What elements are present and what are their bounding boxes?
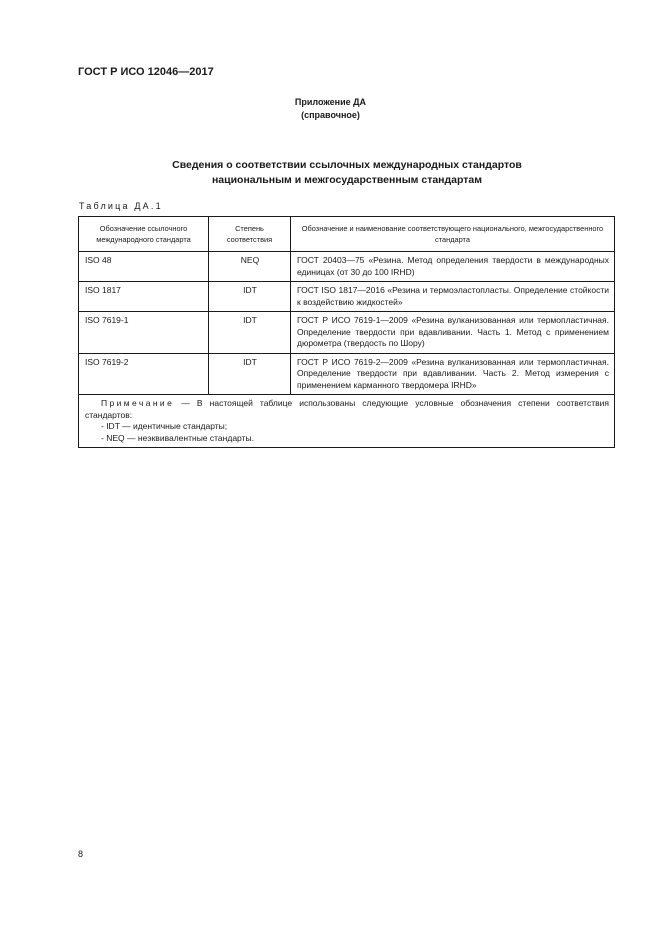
table-row: [79, 252, 615, 282]
section-heading-line-1: Сведения о соответствии ссылочных международных стандартов: [172, 159, 522, 171]
note-item-idt: - IDT — идентичные стандарты;: [101, 421, 228, 431]
cell-reference: ISO 1817: [79, 282, 209, 312]
cell-degree: IDT: [209, 282, 291, 312]
note-lead: [85, 398, 609, 421]
cell-reference: ISO 7619-1: [79, 312, 209, 354]
cell-national-standard: ГОСТ ISO 1817—2016 «Резина и термоэластопласты. Определение стойкости к воздействию жидкостей»: [291, 282, 615, 312]
page-number: 8: [78, 849, 84, 859]
cell-degree: NEQ: [209, 252, 291, 282]
cell-national-standard: ГОСТ Р ИСО 7619-2—2009 «Резина вулканизованная или термопластичная. Определение твердости при вдавливании. Часть 2. Метод измерения с применением карманного твердомера IRHD»: [291, 353, 615, 395]
cell-national-standard: ГОСТ 20403—75 «Резина. Метод определения твердости в международных единицах (от 30 до 100 IRHD): [291, 252, 615, 282]
table-row: [79, 282, 615, 312]
standards-correspondence-table: [78, 216, 615, 448]
note-label: Примечание: [101, 398, 175, 408]
table-caption: Таблица ДА.1: [79, 201, 163, 211]
table-note-row: [79, 395, 615, 448]
table-note: [79, 395, 615, 448]
note-text: — В настоящей таблице использованы следующие условные обозначения степени соответствия стандартов:: [85, 398, 609, 420]
annex-title: Приложение ДА: [294, 97, 367, 107]
document-code: ГОСТ Р ИСО 12046—2017: [78, 66, 214, 78]
column-header-degree: Степень соответствия: [209, 217, 291, 252]
cell-degree: IDT: [209, 312, 291, 354]
cell-reference: ISO 7619-2: [79, 353, 209, 395]
cell-national-standard: ГОСТ Р ИСО 7619-1—2009 «Резина вулканизованная или термопластичная. Определение твердости при вдавливании. Часть 1. Метод с применением дюрометра (твердость по Шору): [291, 312, 615, 354]
table-header-row: [79, 217, 615, 252]
annex-title-block: [0, 96, 661, 122]
column-header-national-standard: Обозначение и наименование соответствующего национального, межгосударственного стандарта: [291, 217, 615, 252]
table-row: [79, 353, 615, 395]
section-heading-line-2: национальным и межгосударственным стандартам: [211, 174, 483, 186]
note-item-neq: - NEQ — неэквивалентные стандарты.: [101, 432, 254, 443]
table-row: [79, 312, 615, 354]
column-header-reference: Обозначение ссылочного международного стандарта: [79, 217, 209, 252]
annex-subtitle: (справочное): [301, 110, 360, 120]
section-heading: [0, 158, 661, 188]
cell-degree: IDT: [209, 353, 291, 395]
cell-reference: ISO 48: [79, 252, 209, 282]
